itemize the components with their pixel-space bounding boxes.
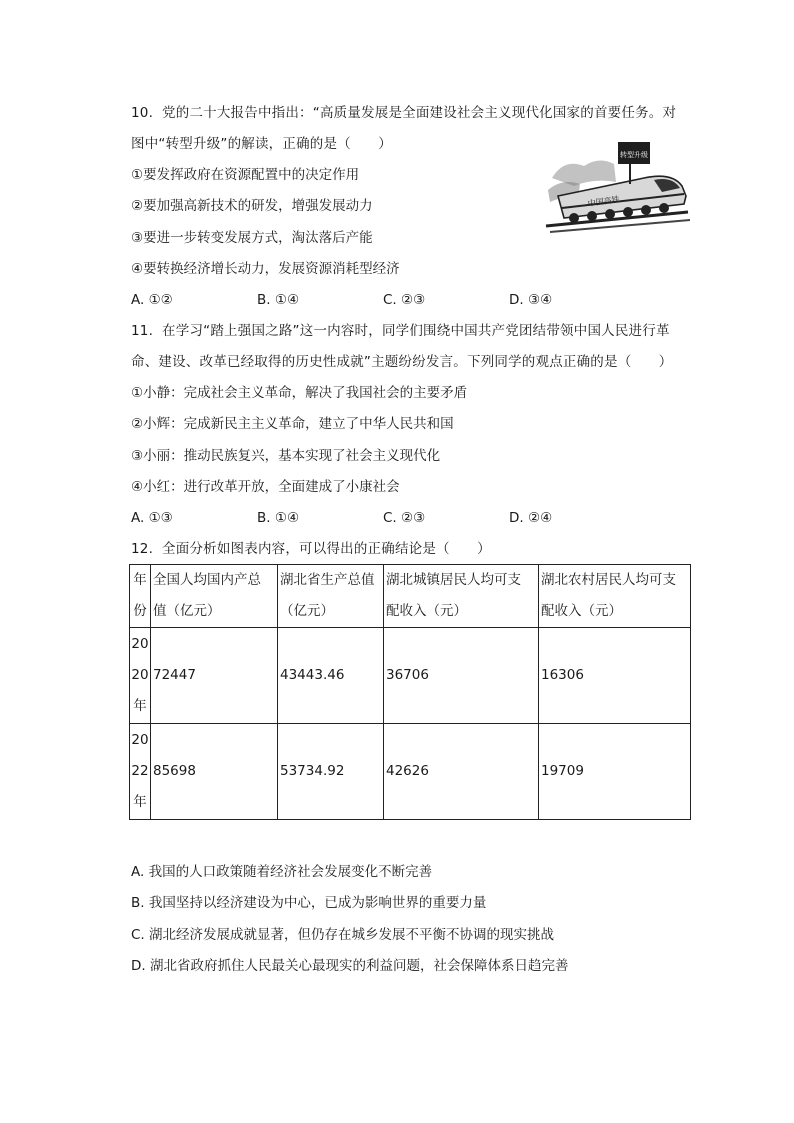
table-cell-value: 43443.46 xyxy=(278,628,384,724)
q11-option-d[interactable]: D. ②④ xyxy=(509,510,553,526)
q11-stem-line2: 命、建设、改革已经取得的历史性成就”主题纷纷发言。下列同学的观点正确的是（ ） xyxy=(131,354,673,370)
q10-item-2: ②要加强高新技术的研发，增强发展动力 xyxy=(131,198,373,214)
q10-item-4: ④要转换经济增长动力，发展资源消耗型经济 xyxy=(131,261,400,277)
table-cell-value: 36706 xyxy=(384,628,539,724)
q11-item-2: ②小辉：完成新民主主义革命，建立了中华人民共和国 xyxy=(131,416,454,432)
table-header-rural-income: 湖北农村居民人均可支 配收入（元） xyxy=(539,565,691,628)
table-cell-value: 72447 xyxy=(151,628,278,724)
q12-option-b[interactable]: B. 我国坚持以经济建设为中心，已成为影响世界的重要力量 xyxy=(131,895,487,911)
table-header-urban-income: 湖北城镇居民人均可支 配收入（元） xyxy=(384,565,539,628)
q11-option-a[interactable]: A. ①③ xyxy=(131,510,173,526)
table-cell-value: 16306 xyxy=(539,628,691,724)
q11-option-c[interactable]: C. ②③ xyxy=(383,510,426,526)
q10-option-d[interactable]: D. ③④ xyxy=(509,292,553,308)
q11-item-3: ③小丽：推动民族复兴，基本实现了社会主义现代化 xyxy=(131,448,441,464)
q12-option-a[interactable]: A. 我国的人口政策随着经济社会发展变化不断完善 xyxy=(131,864,433,880)
q12-option-d[interactable]: D. 湖北省政府抓住人民最关心最现实的利益问题，社会保障体系日趋完善 xyxy=(131,958,569,974)
table-row xyxy=(130,724,691,820)
q10-option-b[interactable]: B. ①④ xyxy=(257,292,300,308)
q10-item-1: ①要发挥政府在资源配置中的决定作用 xyxy=(131,167,360,183)
table-cell-value: 42626 xyxy=(384,724,539,820)
table-cell-year: 20 20 年 xyxy=(130,628,151,724)
q10-stem-line1: 10. 党的二十大报告中指出：“高质量发展是全面建设社会主义现代化国家的首要任务。对 xyxy=(131,105,677,121)
q10-stem-line2: 图中“转型升级”的解读，正确的是（ ） xyxy=(131,136,392,152)
table-cell-value: 53734.92 xyxy=(278,724,384,820)
table-cell-value: 85698 xyxy=(151,724,278,820)
q10-option-a[interactable]: A. ①② xyxy=(131,292,173,308)
train-flag-label: 转型升级 xyxy=(620,151,648,159)
q10-option-c[interactable]: C. ②③ xyxy=(383,292,426,308)
table-header-year: 年 份 xyxy=(130,565,151,628)
table-header-hubei-gdp: 湖北省生产总值 （亿元） xyxy=(278,565,384,628)
train-side-label: 中国高铁 xyxy=(587,194,621,209)
q12-data-table xyxy=(129,564,691,820)
q11-option-b[interactable]: B. ①④ xyxy=(257,510,300,526)
q12-option-c[interactable]: C. 湖北经济发展成就显著，但仍存在城乡发展不平衡不协调的现实挑战 xyxy=(131,927,555,943)
table-cell-year: 20 22 年 xyxy=(130,724,151,820)
train-cartoon-image xyxy=(544,138,690,236)
q11-stem-line1: 11. 在学习“踏上强国之路”这一内容时，同学们围绕中国共产党团结带领中国人民进行革 xyxy=(131,323,670,339)
q10-item-3: ③要进一步转变发展方式，淘汰落后产能 xyxy=(131,230,373,246)
q11-item-4: ④小红：进行改革开放，全面建成了小康社会 xyxy=(131,479,400,495)
q12-stem-line1: 12. 全面分析如图表内容，可以得出的正确结论是（ ） xyxy=(131,541,491,557)
q11-item-1: ①小静：完成社会主义革命，解决了我国社会的主要矛盾 xyxy=(131,385,468,401)
table-cell-value: 19709 xyxy=(539,724,691,820)
table-header-national-gdp: 全国人均国内产总 值（亿元） xyxy=(151,565,278,628)
table-row xyxy=(130,628,691,724)
table-header-row xyxy=(130,565,691,628)
